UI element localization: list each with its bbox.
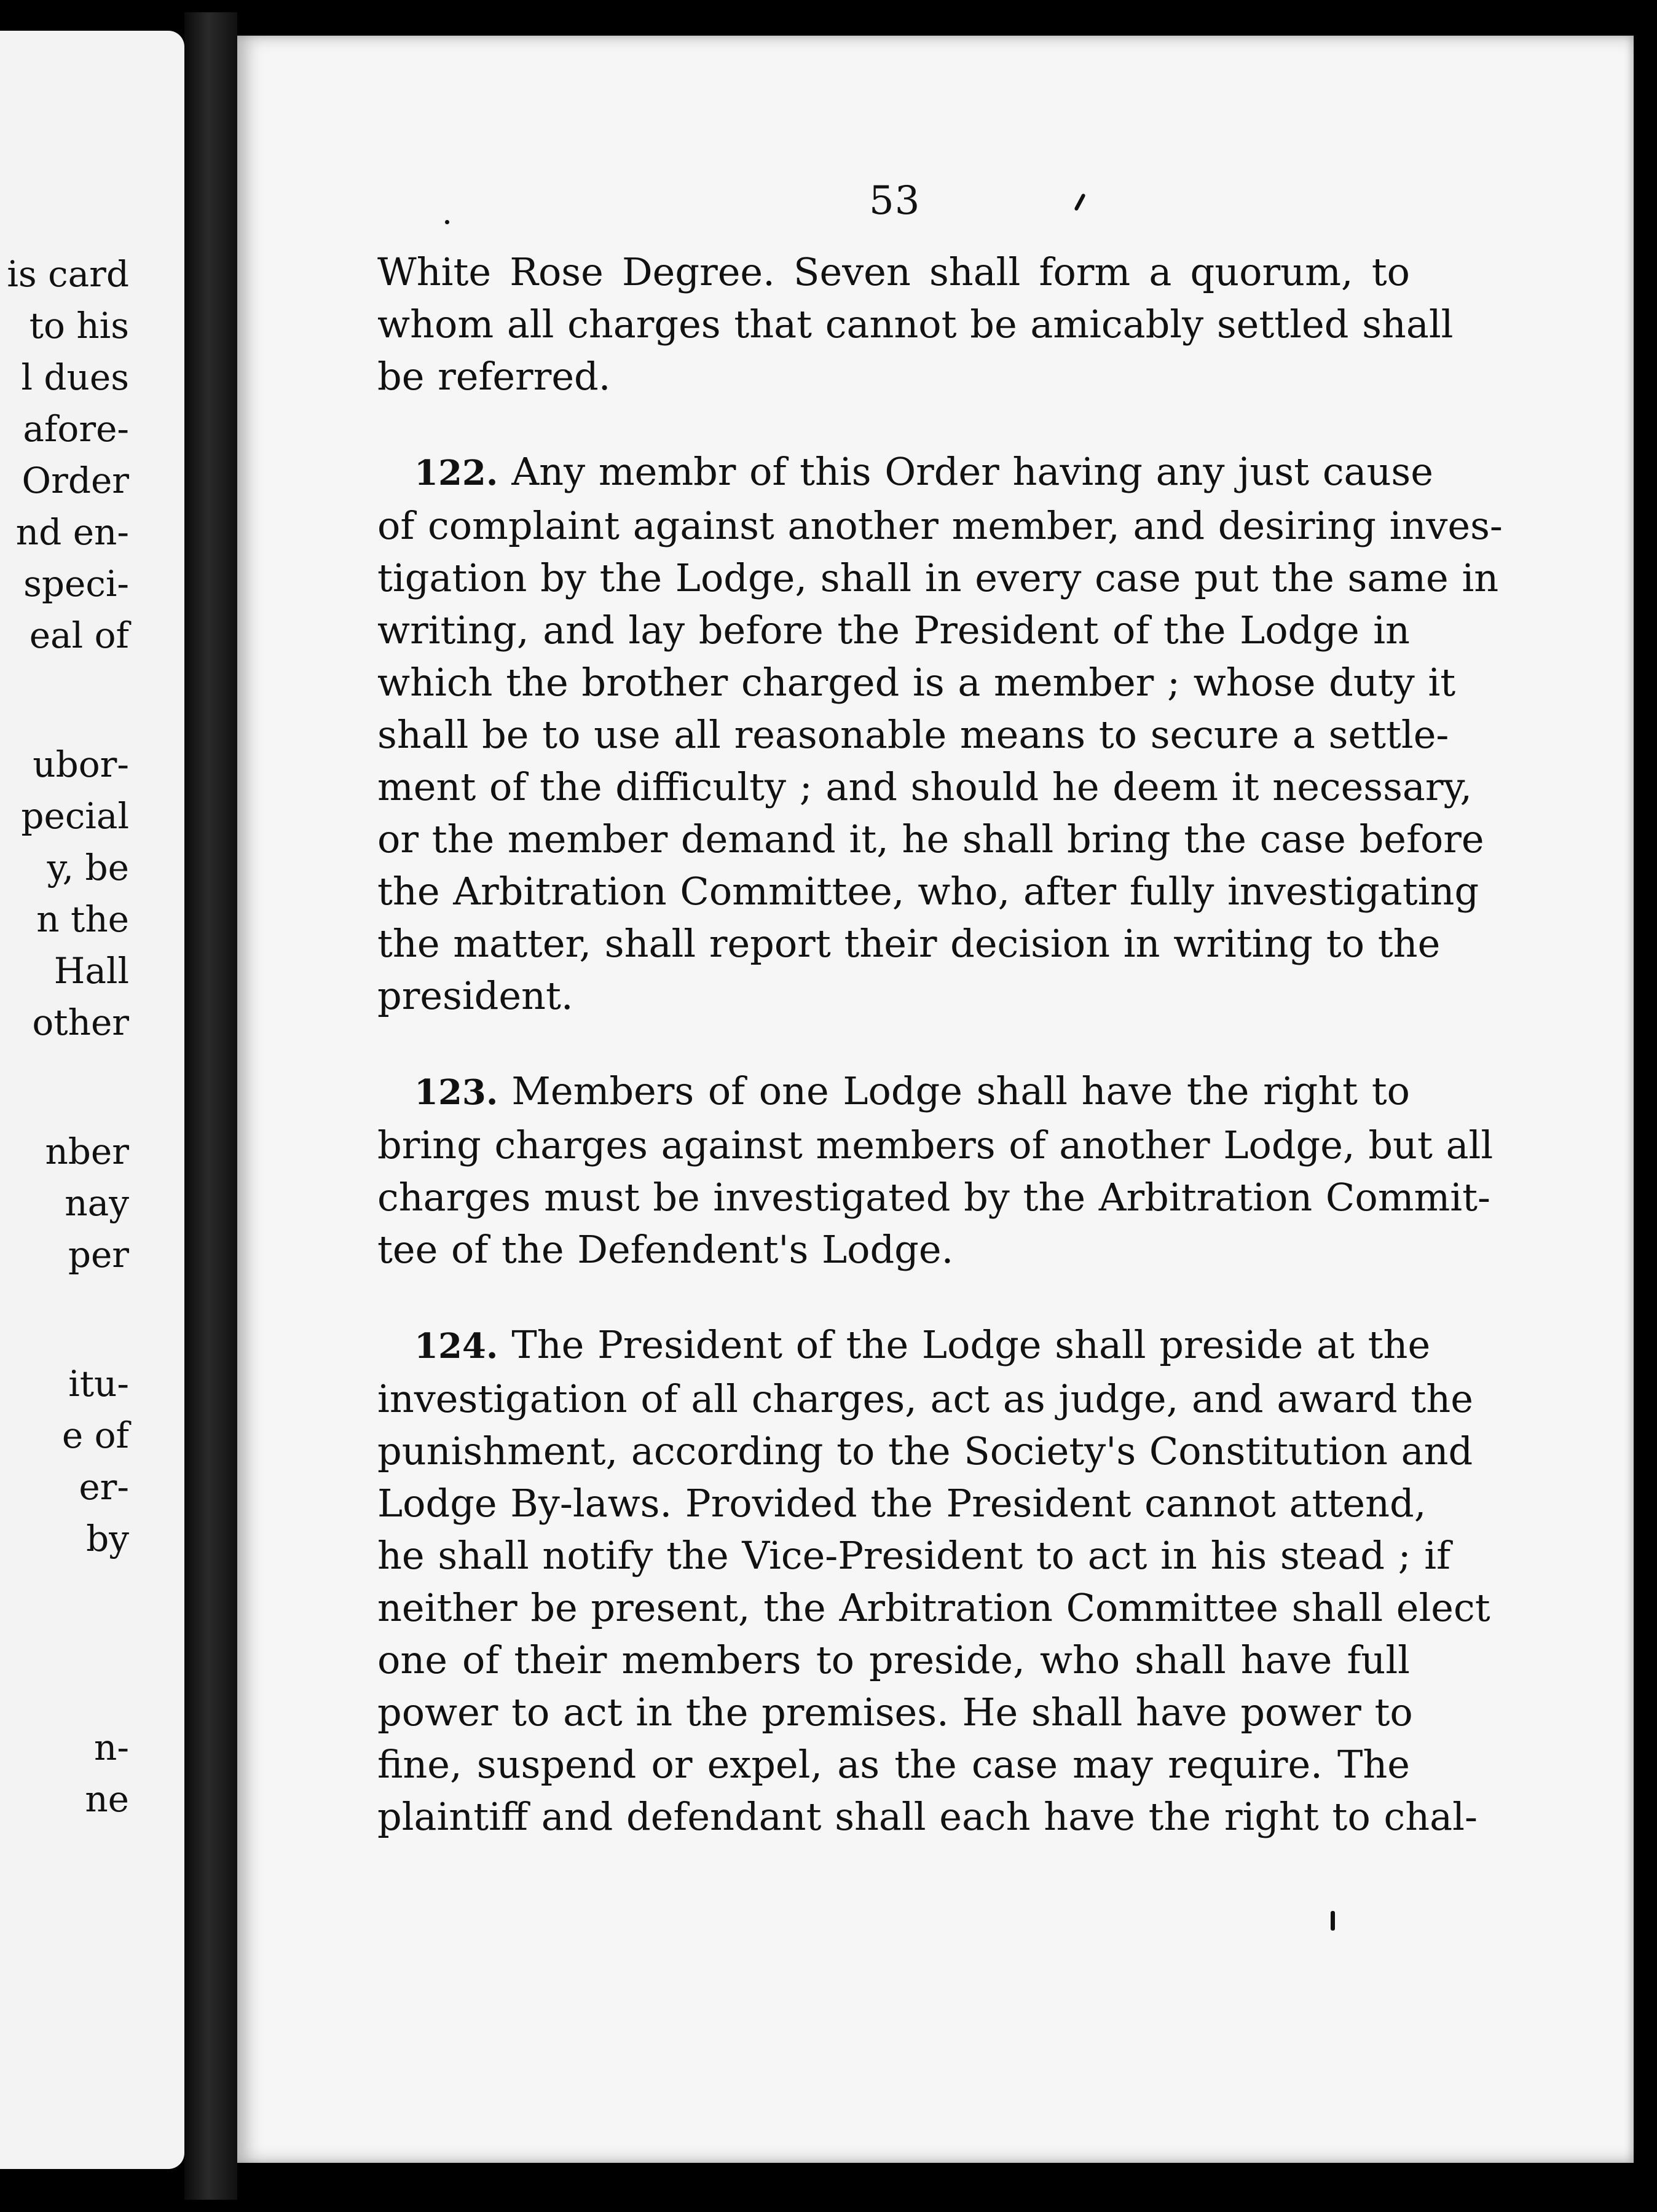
- text-line: punishment, according to the Society's Constitution and: [377, 1429, 1473, 1473]
- text-line: of complaint against another member, and desiring inves-: [377, 503, 1503, 548]
- text-line: writing, and lay before the President of the Lodge in: [377, 608, 1410, 653]
- paragraph-122: [377, 445, 1503, 1022]
- fragment-line: pecial: [21, 795, 129, 837]
- section-number: 124.: [414, 1326, 498, 1367]
- text-line-content: Any membr of this Order having any just cause: [511, 449, 1433, 494]
- paragraph-124: [377, 1319, 1490, 1843]
- fragment-line: e of: [61, 1414, 129, 1456]
- text-line: whom all charges that cannot be amicably settled shall: [377, 302, 1454, 347]
- text-line: which the brother charged is a member ; whose duty it: [377, 660, 1456, 705]
- book-gutter: [184, 12, 237, 2200]
- paragraph-continued: [377, 246, 1454, 402]
- text-line: the Arbitration Committee, who, after fully investigating: [377, 869, 1479, 914]
- text-line: be referred.: [377, 354, 611, 399]
- fragment-line: is card: [7, 253, 129, 295]
- text-line: plaintiff and defendant shall each have the right to chal-: [377, 1794, 1478, 1839]
- text-line: shall be to use all reasonable means to secure a settle-: [377, 712, 1449, 757]
- fragment-line: per: [68, 1234, 129, 1276]
- ink-speck: [1331, 1911, 1335, 1931]
- text-line: charges must be investigated by the Arbitration Commit-: [377, 1175, 1490, 1220]
- fragment-line: nber: [45, 1131, 129, 1172]
- section-number: 122.: [414, 453, 498, 493]
- fragment-line: by: [86, 1518, 129, 1559]
- paragraph-123: [377, 1065, 1494, 1276]
- fragment-line: n-: [94, 1727, 129, 1768]
- facing-page-fragment: [0, 31, 184, 2169]
- text-line: [377, 445, 1433, 500]
- section-number: 123.: [414, 1072, 498, 1113]
- text-line: power to act in the premises. He shall have power to: [377, 1690, 1413, 1735]
- text-line: investigation of all charges, act as judge, and award the: [377, 1376, 1473, 1421]
- fragment-line: afore-: [23, 408, 129, 450]
- fragment-line: ubor-: [33, 743, 129, 785]
- fragment-line: n the: [36, 898, 129, 940]
- page-number: 53: [869, 178, 921, 224]
- fragment-line: y, be: [47, 847, 129, 888]
- text-line-content: The President of the Lodge shall preside at the: [511, 1322, 1431, 1367]
- text-line: president.: [377, 973, 573, 1018]
- text-line: White Rose Degree. Seven shall form a quorum, to: [377, 249, 1410, 294]
- text-line: one of their members to preside, who shall have full: [377, 1637, 1410, 1682]
- text-line: fine, suspend or expel, as the case may require. The: [377, 1742, 1410, 1787]
- text-line: [377, 1065, 1410, 1119]
- text-line: [377, 1319, 1431, 1373]
- ink-speck: [445, 220, 449, 224]
- page-body: [377, 246, 1503, 1886]
- fragment-line: to his: [29, 305, 129, 347]
- fragment-line: l dues: [21, 356, 129, 398]
- fragment-line: speci-: [23, 563, 129, 605]
- fragment-line: er-: [79, 1466, 129, 1508]
- text-line: or the member demand it, he shall bring the case before: [377, 817, 1484, 861]
- fragment-line: itu-: [68, 1363, 129, 1405]
- text-line: tigation by the Lodge, shall in every case put the same in: [377, 555, 1499, 600]
- fragment-line: Hall: [53, 950, 129, 992]
- ink-speck: [1074, 193, 1085, 211]
- text-line: he shall notify the Vice-President to act in his stead ; if: [377, 1533, 1451, 1578]
- text-line-content: Members of one Lodge shall have the right to: [511, 1069, 1410, 1113]
- fragment-line: Order: [22, 460, 129, 501]
- text-line: bring charges against members of another Lodge, but all: [377, 1123, 1494, 1167]
- fragment-line: other: [32, 1002, 129, 1043]
- text-line: ment of the difficulty ; and should he deem it necessary,: [377, 764, 1473, 809]
- text-line: the matter, shall report their decision in writing to the: [377, 921, 1441, 966]
- text-line: neither be present, the Arbitration Committee shall elect: [377, 1585, 1490, 1630]
- fragment-line: nd en-: [15, 511, 129, 553]
- fragment-line: nay: [65, 1182, 129, 1224]
- text-line: tee of the Defendent's Lodge.: [377, 1227, 954, 1272]
- text-line: Lodge By-laws. Provided the President cannot attend,: [377, 1481, 1427, 1526]
- fragment-line: ne: [85, 1778, 129, 1820]
- fragment-line: eal of: [29, 614, 129, 656]
